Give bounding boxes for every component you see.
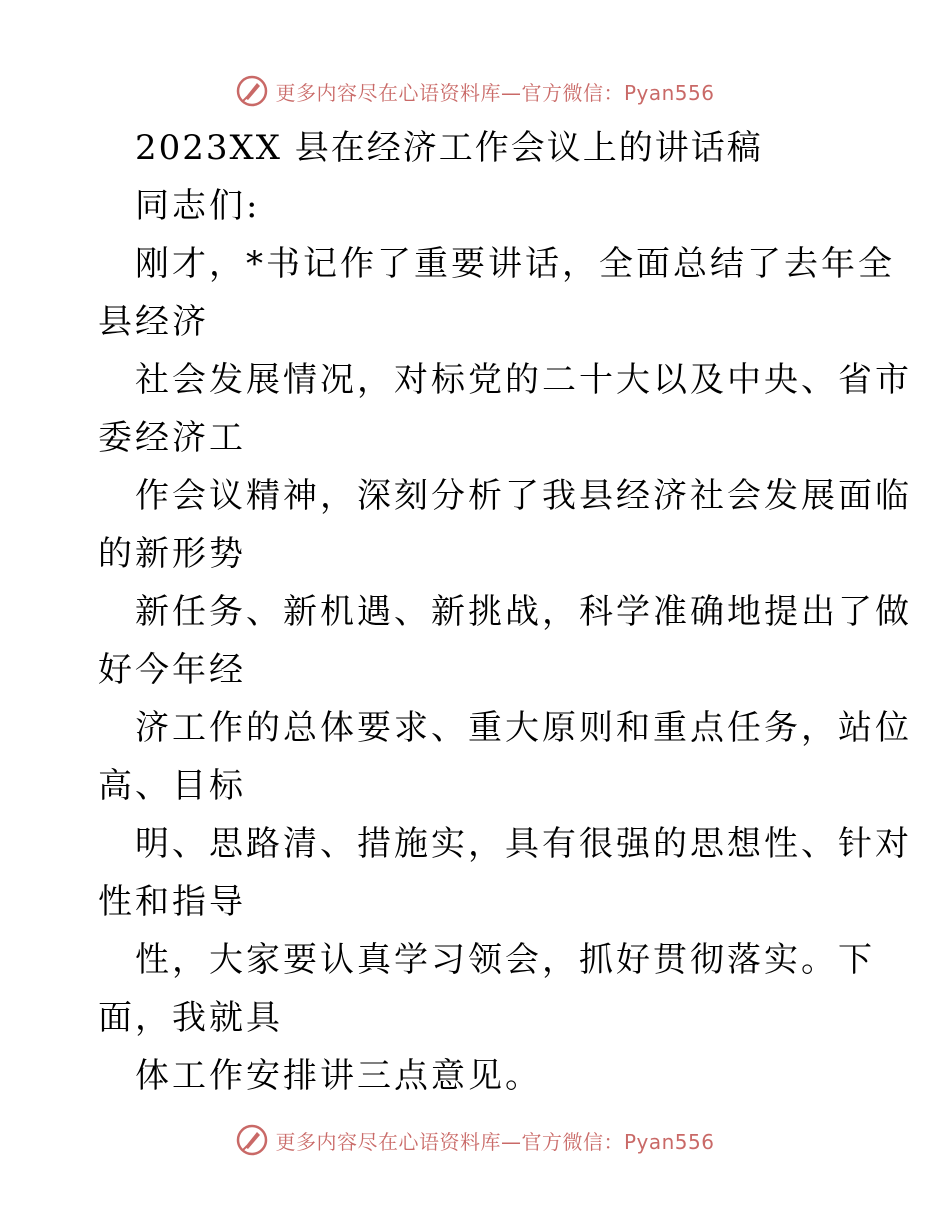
body-line: 济工作的总体要求、重大原则和重点任务，站位 (135, 708, 912, 748)
footer-watermark (0, 1120, 950, 1160)
body-line: 性，大家要认真学习领会，抓好贯彻落实。下 (135, 940, 875, 980)
header-watermark (0, 71, 950, 111)
quill-circle-icon (235, 1123, 269, 1157)
body-line: 体工作安排讲三点意见。 (135, 1056, 542, 1096)
body-line: 性和指导 (98, 882, 246, 922)
body-line: 的新形势 (98, 534, 246, 574)
body-line: 明、思路清、措施实，具有很强的思想性、针对 (135, 824, 912, 864)
document-title: 2023XX 县在经济工作会议上的讲话稿 (135, 128, 763, 168)
watermark-text: 更多内容尽在心语资料库—官方微信：Pyan556 (275, 80, 715, 105)
body-line: 面，我就具 (98, 998, 283, 1038)
body-line: 刚才，*书记作了重要讲话，全面总结了去年全 (135, 244, 895, 284)
body-line: 新任务、新机遇、新挑战，科学准确地提出了做 (135, 592, 912, 632)
body-line: 好今年经 (98, 650, 246, 690)
body-line: 社会发展情况，对标党的二十大以及中央、省市 (135, 360, 912, 400)
quill-circle-icon (235, 74, 269, 108)
body-line: 委经济工 (98, 418, 246, 458)
body-line: 作会议精神，深刻分析了我县经济社会发展面临 (135, 476, 912, 516)
body-line: 县经济 (98, 302, 209, 342)
body-line: 高、目标 (98, 766, 246, 806)
watermark-text: 更多内容尽在心语资料库—官方微信：Pyan556 (275, 1129, 715, 1154)
salutation: 同志们: (135, 186, 261, 226)
